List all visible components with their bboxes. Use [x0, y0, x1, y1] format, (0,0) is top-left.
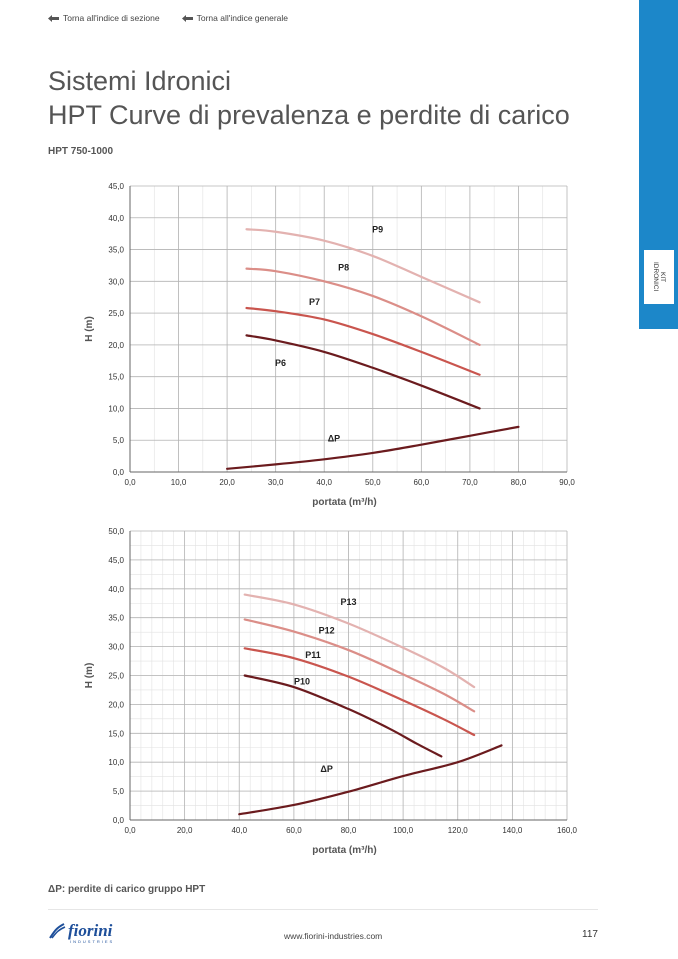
series-label-deltap: ΔP — [320, 764, 333, 775]
website-link[interactable]: www.fiorini-industries.com — [284, 931, 383, 941]
side-tab-label-box — [644, 250, 674, 304]
series-line-p12 — [245, 619, 474, 711]
series-line-p11 — [245, 648, 474, 735]
logo-mark-icon — [48, 922, 66, 940]
y-tick-label: 45,0 — [108, 182, 124, 191]
page-title-line2: HPT Curve di prevalenza e perdite di carico — [48, 100, 570, 130]
series-label-p9: P9 — [372, 224, 384, 235]
x-tick-label: 0,0 — [124, 478, 136, 487]
general-index-link[interactable] — [182, 13, 288, 23]
footnote: ΔP: perdite di carico gruppo HPT — [48, 884, 206, 895]
series-label-p12: P12 — [318, 625, 335, 636]
series-label-p8: P8 — [338, 262, 350, 273]
x-tick-label: 60,0 — [286, 826, 302, 835]
back-arrow-icon — [182, 15, 193, 22]
x-tick-label: 100,0 — [393, 826, 414, 835]
y-tick-label: 35,0 — [108, 613, 124, 623]
model-subtitle: HPT 750-1000 — [48, 146, 114, 157]
y-tick-label: 5,0 — [112, 787, 124, 797]
page-title — [48, 64, 570, 132]
y-tick-label: 0,0 — [112, 468, 124, 477]
series-label-p11: P11 — [305, 650, 321, 661]
brand-name: fiorini — [68, 921, 113, 940]
top-navigation — [48, 13, 288, 23]
x-axis-title: portata (m³/h) — [312, 845, 377, 856]
x-tick-label: 40,0 — [316, 478, 333, 487]
minor-grid — [130, 531, 567, 820]
series-line-deltap — [227, 427, 518, 469]
x-tick-label: 10,0 — [170, 478, 187, 487]
x-tick-label: 40,0 — [231, 826, 248, 835]
side-tab-label-line2: IDRONICI — [652, 262, 659, 292]
x-tick-label: 30,0 — [267, 478, 284, 487]
x-tick-label: 120,0 — [447, 826, 468, 835]
y-tick-label: 10,0 — [108, 404, 124, 414]
series-label-p6: P6 — [275, 357, 287, 368]
x-axis-title: portata (m³/h) — [312, 497, 377, 508]
series-line-p7 — [247, 308, 480, 375]
y-tick-label: 40,0 — [108, 584, 124, 594]
y-tick-label: 40,0 — [108, 213, 124, 223]
y-tick-label: 20,0 — [108, 700, 124, 710]
y-tick-label: 45,0 — [108, 555, 124, 565]
y-tick-label: 30,0 — [108, 277, 124, 287]
y-tick-label: 30,0 — [108, 642, 124, 652]
x-tick-label: 50,0 — [364, 478, 381, 487]
series-line-p8 — [247, 269, 480, 345]
minor-grid — [130, 186, 567, 472]
brand-logo — [48, 921, 115, 944]
y-axis-title: H (m) — [84, 662, 95, 689]
x-tick-label: 80,0 — [340, 826, 357, 835]
y-tick-label: 35,0 — [108, 245, 124, 255]
series-label-deltap: ΔP — [327, 433, 341, 444]
x-tick-label: 60,0 — [413, 478, 430, 487]
major-grid — [130, 531, 567, 820]
series-line-p10 — [245, 676, 442, 757]
y-tick-label: 25,0 — [108, 309, 124, 319]
y-tick-label: 10,0 — [108, 758, 124, 768]
page-title-line1: Sistemi Idronici — [48, 66, 232, 96]
section-side-tab[interactable] — [639, 0, 678, 329]
brand-subname: INDUSTRIES — [70, 939, 115, 944]
section-index-link[interactable] — [48, 13, 160, 23]
x-tick-label: 0,0 — [124, 826, 136, 835]
x-tick-label: 20,0 — [219, 478, 235, 487]
y-tick-label: 15,0 — [108, 372, 124, 382]
side-tab-label — [652, 262, 666, 291]
section-index-label: Torna all'indice di sezione — [63, 13, 160, 23]
x-tick-label: 160,0 — [556, 826, 578, 835]
y-tick-label: 0,0 — [112, 816, 124, 825]
y-tick-label: 5,0 — [112, 436, 124, 446]
series-line-deltap — [239, 745, 501, 814]
y-tick-label: 50,0 — [108, 527, 124, 536]
y-tick-label: 15,0 — [108, 729, 124, 739]
side-tab-label-line1: KIT — [659, 271, 667, 283]
series-label-p7: P7 — [309, 296, 321, 307]
series-label-p10: P10 — [294, 676, 311, 687]
y-tick-label: 25,0 — [108, 671, 124, 681]
series-line-p13 — [245, 595, 474, 687]
y-tick-label: 20,0 — [108, 340, 124, 350]
series-label-p13: P13 — [340, 596, 357, 607]
x-tick-label: 20,0 — [176, 826, 193, 835]
x-tick-label: 70,0 — [462, 478, 478, 487]
series-line-p9 — [247, 229, 480, 302]
x-tick-label: 80,0 — [510, 478, 527, 487]
y-axis-title: H (m) — [84, 316, 95, 342]
general-index-label: Torna all'indice generale — [196, 13, 289, 23]
page-number: 117 — [582, 929, 598, 940]
back-arrow-icon — [48, 15, 59, 22]
footer-divider — [48, 909, 598, 910]
x-tick-label: 90,0 — [559, 478, 575, 487]
major-grid — [130, 186, 567, 472]
series-line-p6 — [247, 335, 480, 408]
x-tick-label: 140,0 — [502, 826, 523, 835]
